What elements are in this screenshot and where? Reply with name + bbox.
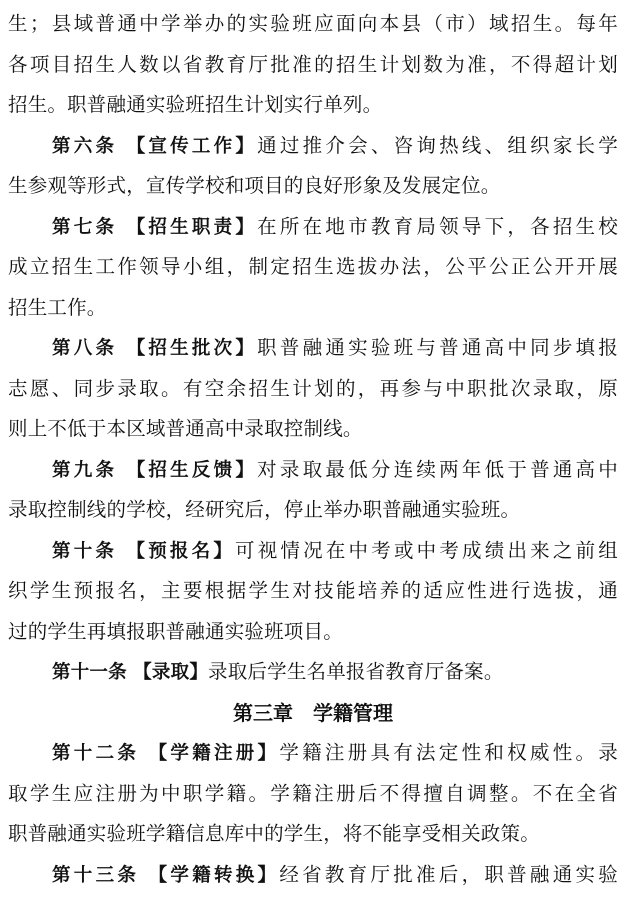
- article-heading: 【宣传工作】: [126, 135, 258, 157]
- article-text: 可视情况在中考或中考成绩出来之前组: [235, 538, 618, 562]
- article-8-line-1: [8, 328, 618, 369]
- article-number: 第十一条: [52, 662, 127, 683]
- article-9-line-1: [8, 450, 618, 491]
- article-text: 职普融通实验班与普通高中同步填报: [257, 336, 618, 359]
- chapter-title: 第三章 学籍管理: [233, 700, 393, 725]
- article-number: 第七条: [52, 216, 118, 238]
- article-7-line-1: [8, 207, 618, 248]
- article-10-line-1: [8, 531, 618, 572]
- article-heading: 【招生批次】: [126, 338, 258, 359]
- paragraph-line: 成立招生工作领导小组，制定招生选拔办法，公平公正公开开展: [8, 255, 618, 278]
- paragraph-line: 织学生预报名，主要根据学生对技能培养的适应性进行选拔，通: [8, 579, 618, 602]
- paragraph-line: 招生工作。: [8, 295, 107, 319]
- article-heading: 【招生职责】: [126, 216, 258, 238]
- paragraph-line: 生参观等形式，宣传学校和项目的良好形象及发展定位。: [8, 174, 501, 197]
- article-heading: 【录取】: [133, 662, 209, 683]
- article-11-line-1: [8, 652, 618, 693]
- article-13-line-1: [8, 855, 618, 896]
- article-12-line-1: [8, 733, 618, 774]
- article-number: 第十条: [52, 540, 118, 562]
- article-heading: 【学籍转换】: [148, 864, 280, 886]
- paragraph-line: 取学生应注册为中职学籍。学籍注册后不得擅自调整。不在全省: [8, 781, 618, 805]
- article-heading: 【预报名】: [126, 540, 236, 562]
- article-number: 第八条: [52, 338, 118, 359]
- document-page: [8, 4, 618, 895]
- article-number: 第十二条: [52, 743, 140, 764]
- paragraph-line: 过的学生再填报职普融通实验班项目。: [8, 619, 343, 643]
- article-heading: 【招生反馈】: [126, 459, 258, 481]
- paragraph-line: 招生。职普融通实验班招生计划实行单列。: [8, 93, 383, 116]
- article-text: 对录取最低分连续两年低于普通高中: [257, 457, 618, 481]
- paragraph-line: 志愿、同步录取。有空余招生计划的，再参与中职批次录取，原: [8, 376, 618, 400]
- article-heading: 【学籍注册】: [148, 743, 280, 764]
- paragraph-line: 则上不低于本区域普通高中录取控制线。: [8, 417, 363, 440]
- paragraph-line: 录取控制线的学校，经研究后，停止举办职普融通实验班。: [8, 498, 521, 521]
- paragraph-line: 职普融通实验班学籍信息库中的学生，将不能享受相关政策。: [8, 822, 540, 845]
- paragraph-line: 各项目招生人数以省教育厅批准的招生计划数为准，不得超计划: [8, 52, 618, 76]
- article-text: 录取后学生名单报省教育厅备案。: [208, 660, 504, 683]
- article-number: 第九条: [52, 459, 118, 481]
- article-text: 经省教育厅批准后，职普融通实验: [279, 862, 618, 886]
- article-6-line-1: [8, 126, 618, 167]
- article-text: 学籍注册具有法定性和权威性。录: [279, 741, 618, 764]
- article-text: 通过推介会、咨询热线、组织家长学: [257, 133, 618, 157]
- article-number: 第十三条: [52, 864, 140, 886]
- article-number: 第六条: [52, 135, 118, 157]
- article-text: 在所在地市教育局领导下，各招生校: [257, 214, 618, 238]
- paragraph-line: 生；县域普通中学举办的实验班应面向本县（市）域招生。每年: [8, 12, 618, 35]
